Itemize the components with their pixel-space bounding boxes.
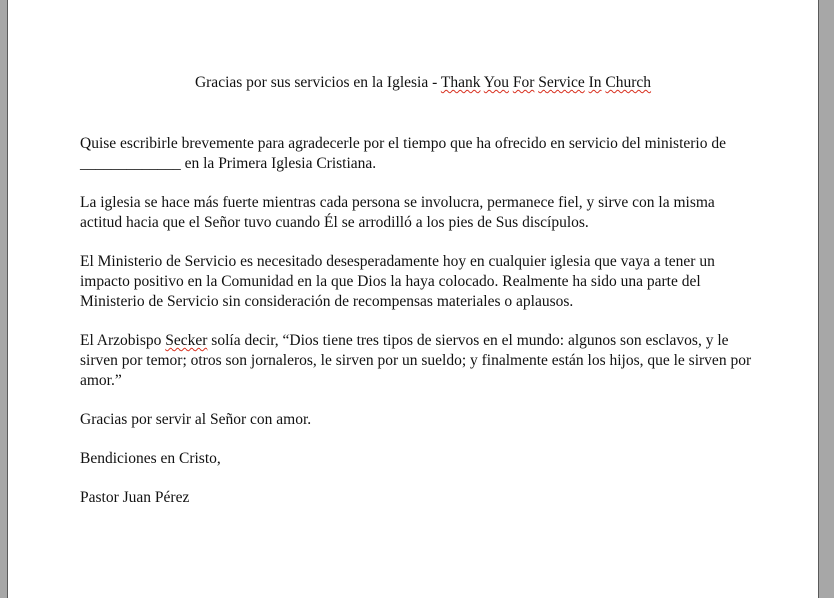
paragraph-church-stronger: La iglesia se hace más fuerte mientras cada persona se involucra, permanece fiel, y sirve con la misma actitud hacia que el Señor tuvo cuando Él se arrodilló a los pies de Sus discípulos.	[80, 194, 715, 231]
title-word: Thank	[440, 74, 481, 91]
paragraph-text: solía decir, “Dios tiene tres tipos de siervos en el mundo: algunos son esclavos, y le sirven por temor; otros son jornaleros, le sirven por un sueldo; y finalmente están los hijos, que le sirven por amor.”	[80, 332, 752, 389]
right-margin-edge	[819, 0, 834, 598]
document-page	[7, 0, 819, 598]
ministry-blank: _____________	[80, 155, 181, 172]
title-word: In	[588, 74, 602, 91]
letter-body	[80, 134, 760, 527]
archbishop-name: Secker	[165, 332, 208, 349]
title-spanish: Gracias por sus servicios en la Iglesia -	[194, 74, 441, 91]
paragraph-gratitude	[80, 134, 760, 174]
letter-title	[8, 74, 834, 92]
paragraph-text: Quise escribirle brevemente para agradecerle por el tiempo que ha ofrecido en servicio del ministerio de	[80, 135, 726, 152]
signature-line: Pastor Juan Pérez	[80, 489, 190, 506]
paragraph-text: en la Primera Iglesia Cristiana.	[180, 155, 377, 172]
paragraph-quote	[80, 331, 760, 391]
title-word: Service	[538, 74, 585, 91]
closing-line: Bendiciones en Cristo,	[80, 450, 221, 467]
paragraph-text: El Arzobispo	[80, 332, 166, 349]
paragraph-thanks: Gracias por servir al Señor con amor.	[80, 411, 312, 428]
title-word: Church	[605, 74, 652, 91]
title-word: You	[483, 74, 509, 91]
title-word: For	[512, 74, 535, 91]
paragraph-ministry-service: El Ministerio de Servicio es necesitado desesperadamente hoy en cualquier iglesia que vaya a tener un impacto positivo en la Comunidad en la que Dios la haya colocado. Realmente ha sido una parte del Ministerio de Servicio sin consideración de recompensas materiales o aplausos.	[80, 253, 715, 310]
